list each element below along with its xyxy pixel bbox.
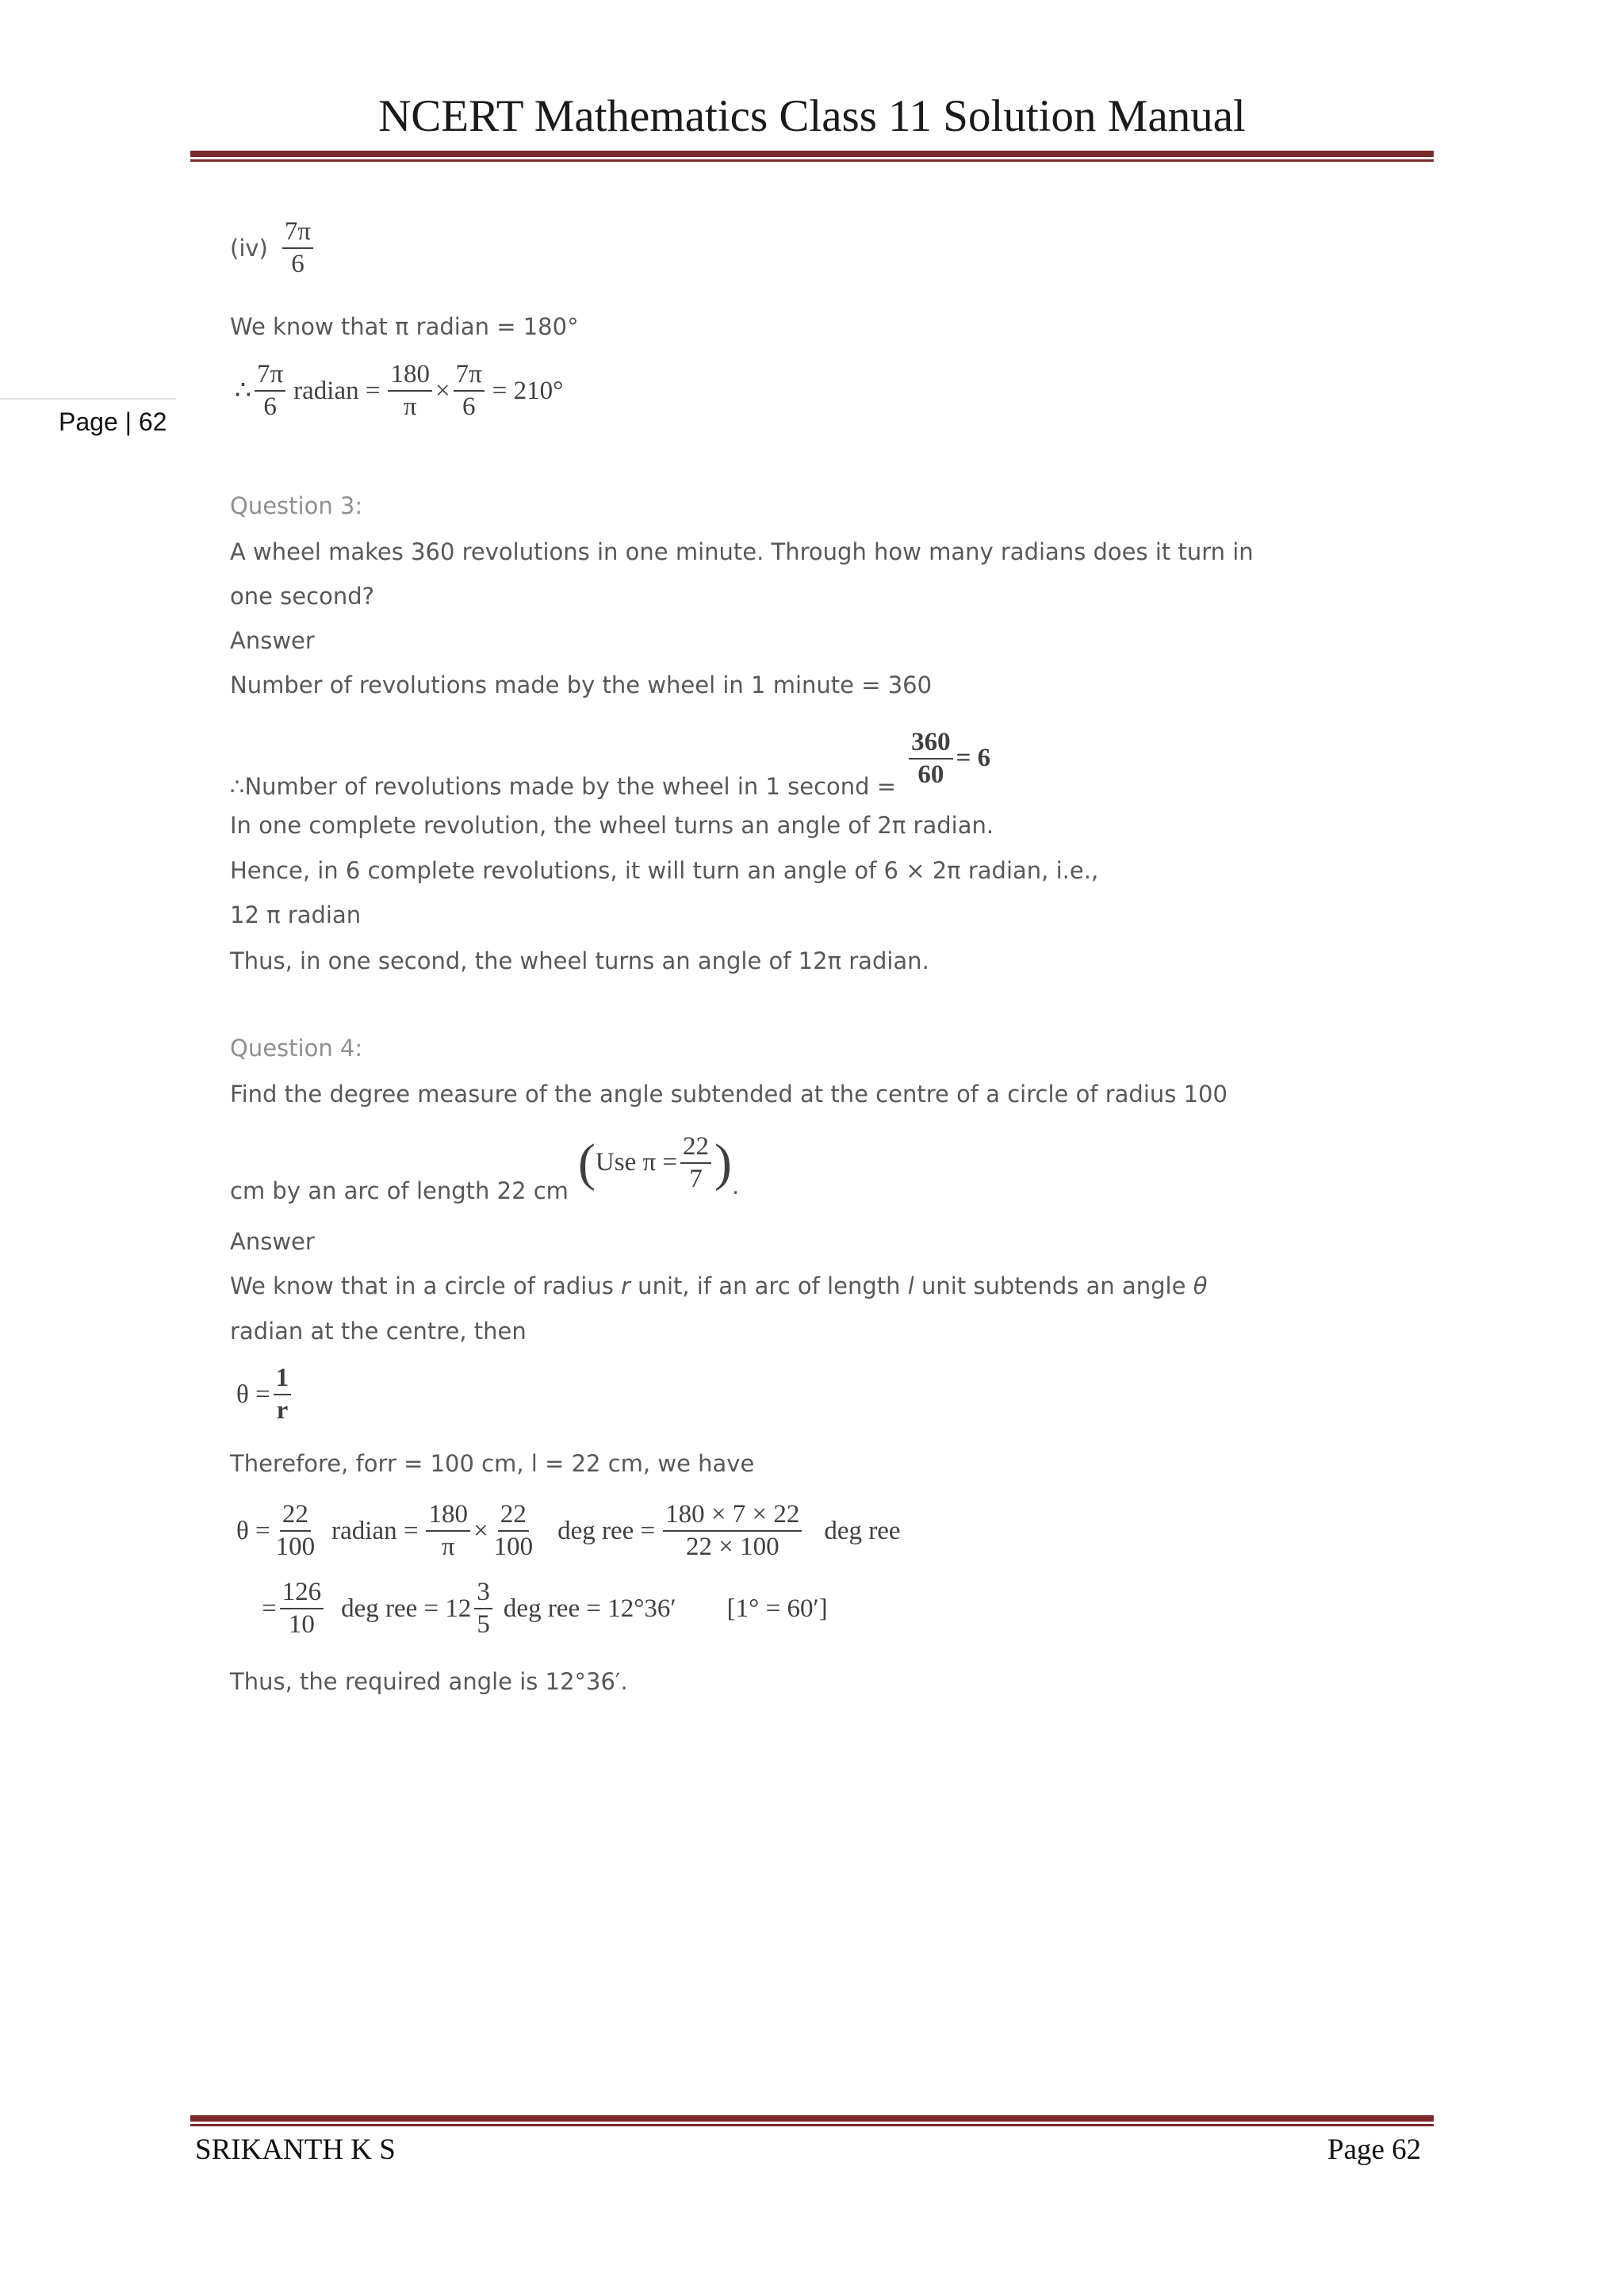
answer-text: unit subtends an angle xyxy=(914,1272,1193,1299)
fraction-denominator: 100 xyxy=(493,1533,534,1561)
formula-fraction xyxy=(274,1365,292,1424)
degree-equation-1 xyxy=(236,1502,901,1560)
equation-fraction xyxy=(454,362,485,420)
part-iv-label: (iv) xyxy=(230,234,268,262)
times-symbol: × xyxy=(473,1516,488,1545)
conversion-note: [1° = 60′] xyxy=(726,1594,828,1623)
equation-text: deg ree xyxy=(824,1516,901,1545)
question-4-text: Find the degree measure of the angle subtended at the centre of a circle of radius 100 xyxy=(230,1081,1228,1108)
fraction-denominator: 6 xyxy=(291,250,304,278)
variable-r: r xyxy=(621,1272,630,1299)
answer-line: 12 π radian xyxy=(230,901,362,928)
fraction-denominator: 6 xyxy=(462,392,476,421)
equation-text: radian = xyxy=(293,376,381,405)
part-iv-equation xyxy=(235,362,563,420)
fraction-denominator: 6 xyxy=(263,392,277,421)
fraction-denominator: π xyxy=(441,1533,455,1561)
fraction-numerator: 22 xyxy=(498,1502,529,1532)
question-3-heading: Question 3: xyxy=(230,492,363,519)
variable-theta: θ xyxy=(1193,1272,1208,1299)
page-header-title: NCERT Mathematics Class 11 Solution Manual xyxy=(378,91,1246,141)
answer-line xyxy=(230,1272,1208,1299)
equation-fraction xyxy=(255,362,285,420)
fraction-denominator: π xyxy=(403,392,417,421)
fraction-denominator: 5 xyxy=(477,1610,490,1639)
footer-rule-thick xyxy=(190,2115,1434,2122)
equation-fraction xyxy=(492,1502,536,1560)
answer-text: unit, if an arc of length xyxy=(630,1272,908,1299)
times-symbol: × xyxy=(435,376,450,405)
fraction-numerator: 3 xyxy=(474,1579,492,1609)
question-4-text: cm by an arc of length 22 cm xyxy=(230,1177,569,1204)
equation-fraction xyxy=(280,1579,324,1638)
part-iv-known-text: We know that π radian = 180° xyxy=(230,313,579,340)
fraction-denominator: 60 xyxy=(917,760,944,789)
use-pi-text: Use π = xyxy=(595,1148,678,1177)
footer-page-number: Page 62 xyxy=(1327,2133,1422,2166)
side-page-number: Page | 62 xyxy=(59,408,167,436)
fraction-numerator: 180 × 7 × 22 xyxy=(663,1502,802,1532)
formula-text: θ = xyxy=(236,1380,270,1409)
fraction-numerator: 7π xyxy=(255,362,285,392)
answer-line: radian at the centre, then xyxy=(230,1318,527,1345)
equation-fraction xyxy=(388,362,432,420)
fraction-denominator: 7 xyxy=(689,1164,703,1193)
question-4-text-line2 xyxy=(230,1123,739,1203)
fraction-denominator: 10 xyxy=(288,1610,315,1639)
fraction-numerator: 7π xyxy=(282,219,313,249)
answer-line: Hence, in 6 complete revolutions, it will turn an angle of 6 × 2π radian, i.e., xyxy=(230,857,1099,884)
answer-label: Answer xyxy=(230,1228,315,1255)
fraction-denominator: r xyxy=(276,1396,289,1425)
equation-fraction xyxy=(274,1502,318,1560)
equation-text: deg ree = 12 xyxy=(341,1594,472,1623)
equation-text: = xyxy=(262,1594,277,1623)
therefore-symbol: ∴ xyxy=(235,376,251,405)
degree-equation-2 xyxy=(262,1579,828,1638)
mixed-fraction xyxy=(474,1579,492,1638)
equation-fraction xyxy=(426,1502,470,1560)
part-iv-fraction xyxy=(282,219,313,277)
fraction-numerator: 22 xyxy=(280,1502,311,1532)
open-paren: ( xyxy=(577,1133,596,1192)
answer-line-text: ∴Number of revolutions made by the wheel in 1 second = xyxy=(230,773,897,800)
fraction-numerator: 1 xyxy=(274,1365,292,1395)
answer-line: Number of revolutions made by the wheel in 1 minute = 360 xyxy=(230,672,933,698)
answer-line xyxy=(230,718,990,798)
question-3-text: A wheel makes 360 revolutions in one minute. Through how many radians does it turn in xyxy=(230,538,1254,565)
header-rule-thin xyxy=(190,159,1434,162)
equation-text: deg ree = xyxy=(557,1516,656,1545)
close-paren: ) xyxy=(714,1133,732,1192)
use-pi-fraction xyxy=(680,1131,711,1193)
answer-result: = 6 xyxy=(956,744,991,772)
fraction-numerator: 22 xyxy=(680,1134,711,1164)
equation-text: deg ree = 12°36′ xyxy=(503,1594,676,1623)
variable-l: l xyxy=(907,1272,914,1299)
side-marker-line xyxy=(0,398,176,400)
fraction-denominator: 100 xyxy=(275,1533,316,1561)
answer-line: In one complete revolution, the wheel turns an angle of 2π radian. xyxy=(230,812,994,839)
footer-author: SRIKANTH K S xyxy=(195,2133,396,2166)
equation-text: radian = xyxy=(331,1516,419,1545)
question-4-heading: Question 4: xyxy=(230,1035,363,1062)
fraction-numerator: 126 xyxy=(280,1579,324,1609)
footer-rule-thin xyxy=(190,2124,1434,2126)
header-rule-thick xyxy=(190,151,1434,157)
question-3-text: one second? xyxy=(230,583,375,610)
answer-label: Answer xyxy=(230,627,315,654)
answer-line: Therefore, forr = 100 cm, l = 22 cm, we have xyxy=(230,1450,755,1477)
equation-text: θ = xyxy=(236,1516,270,1545)
answer-conclusion: Thus, the required angle is 12°36′. xyxy=(230,1668,628,1695)
fraction-numerator: 7π xyxy=(454,362,485,392)
fraction-numerator: 180 xyxy=(388,362,432,392)
answer-text: We know that in a circle of radius xyxy=(230,1272,622,1299)
period: . xyxy=(732,1173,740,1200)
fraction-numerator: 180 xyxy=(426,1502,470,1532)
theta-formula xyxy=(236,1365,294,1424)
answer-fraction xyxy=(909,729,953,788)
answer-line: Thus, in one second, the wheel turns an angle of 12π radian. xyxy=(230,947,929,974)
part-iv-heading xyxy=(230,219,316,277)
equation-fraction xyxy=(663,1502,802,1560)
fraction-numerator: 360 xyxy=(909,729,953,760)
equation-result: = 210° xyxy=(492,376,564,405)
fraction-denominator: 22 × 100 xyxy=(685,1533,779,1561)
